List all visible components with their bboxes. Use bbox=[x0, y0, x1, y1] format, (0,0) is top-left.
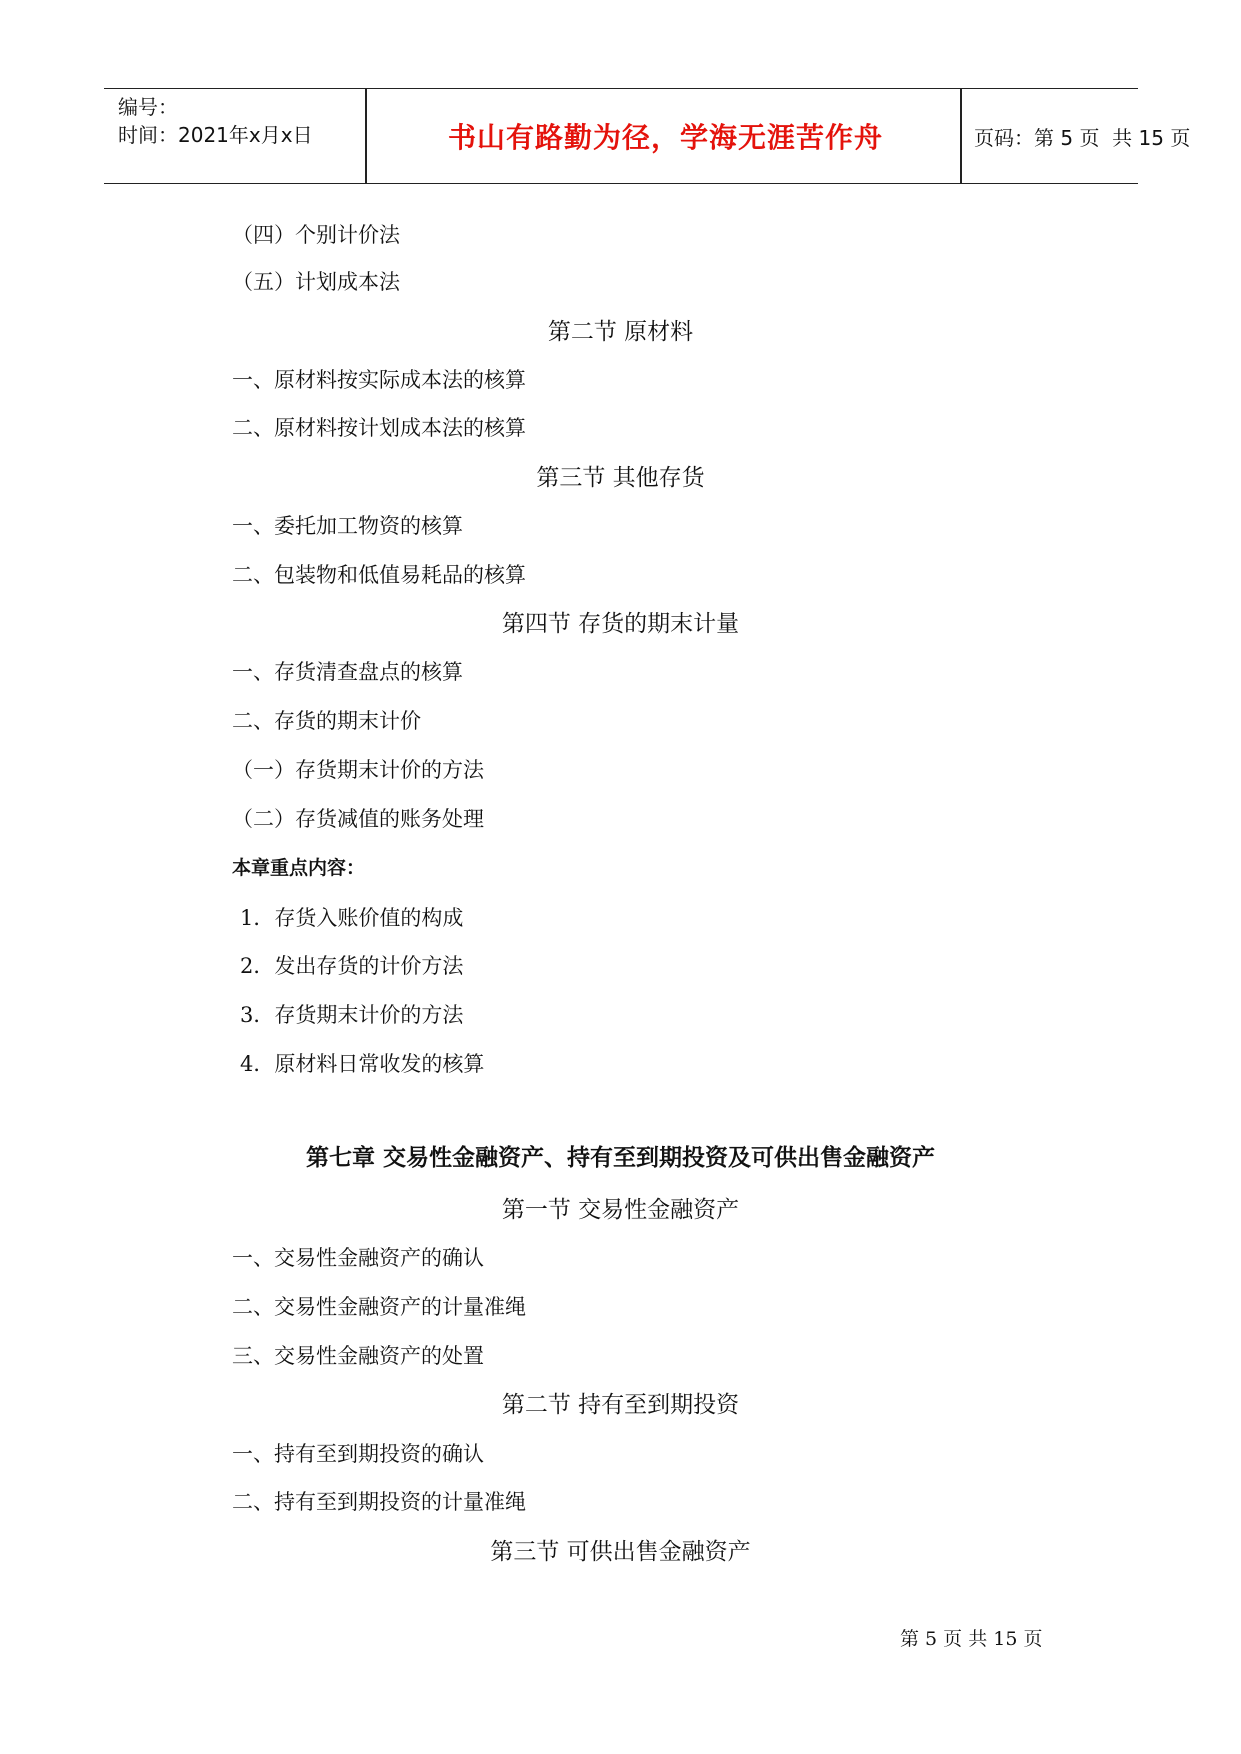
body-line: 二、交易性金融资产的计量准绳 bbox=[232, 1295, 526, 1319]
body-line: 二、原材料按计划成本法的核算 bbox=[232, 416, 526, 440]
header-page-info: 页码：第 5 页 共 15 页 bbox=[974, 125, 1191, 150]
chapter-title: 第七章 交易性金融资产、持有至到期投资及可供出售金融资产 bbox=[305, 1145, 935, 1171]
page-header bbox=[104, 88, 1191, 184]
body-line: （五）计划成本法 bbox=[232, 270, 400, 294]
header-meta bbox=[118, 93, 313, 149]
body-line: 二、持有至到期投资的计量准绳 bbox=[232, 1490, 526, 1514]
body-line: 二、包装物和低值易耗品的核算 bbox=[232, 563, 526, 587]
key-point-item: 1．存货入账价值的构成 bbox=[240, 906, 464, 930]
header-divider bbox=[365, 89, 367, 183]
body-line: 一、存货清查盘点的核算 bbox=[232, 660, 463, 684]
document-time-label: 时间：2021年x月x日 bbox=[118, 123, 313, 147]
section-heading: 第三节 可供出售金融资产 bbox=[490, 1539, 751, 1565]
body-line: （二）存货减值的账务处理 bbox=[232, 807, 484, 831]
body-line: 二、存货的期末计价 bbox=[232, 709, 421, 733]
section-heading: 第一节 交易性金融资产 bbox=[501, 1197, 740, 1223]
key-point-item: 4．原材料日常收发的核算 bbox=[240, 1052, 485, 1076]
page-footer: 第 5 页 共 15 页 bbox=[900, 1628, 1043, 1650]
section-heading: 第二节 原材料 bbox=[547, 319, 694, 345]
body-line: 一、交易性金融资产的确认 bbox=[232, 1246, 484, 1270]
body-line: 三、交易性金融资产的处置 bbox=[232, 1344, 484, 1368]
header-motto: 书山有路勤为径，学海无涯苦作舟 bbox=[447, 121, 883, 154]
section-heading: 第三节 其他存货 bbox=[536, 465, 705, 491]
document-number-label: 编号： bbox=[118, 95, 178, 119]
key-point-item: 3．存货期末计价的方法 bbox=[240, 1003, 464, 1027]
section-heading: 第四节 存货的期末计量 bbox=[501, 611, 740, 637]
body-line: 一、持有至到期投资的确认 bbox=[232, 1442, 484, 1466]
body-line: 一、原材料按实际成本法的核算 bbox=[232, 368, 526, 392]
body-line: （一）存货期末计价的方法 bbox=[232, 758, 484, 782]
key-point-item: 2．发出存货的计价方法 bbox=[240, 954, 464, 978]
section-heading: 第二节 持有至到期投资 bbox=[501, 1392, 740, 1418]
header-divider bbox=[960, 89, 962, 183]
body-line: 一、委托加工物资的核算 bbox=[232, 514, 463, 538]
body-line: （四）个别计价法 bbox=[232, 223, 400, 247]
key-points-heading: 本章重点内容： bbox=[232, 857, 366, 879]
